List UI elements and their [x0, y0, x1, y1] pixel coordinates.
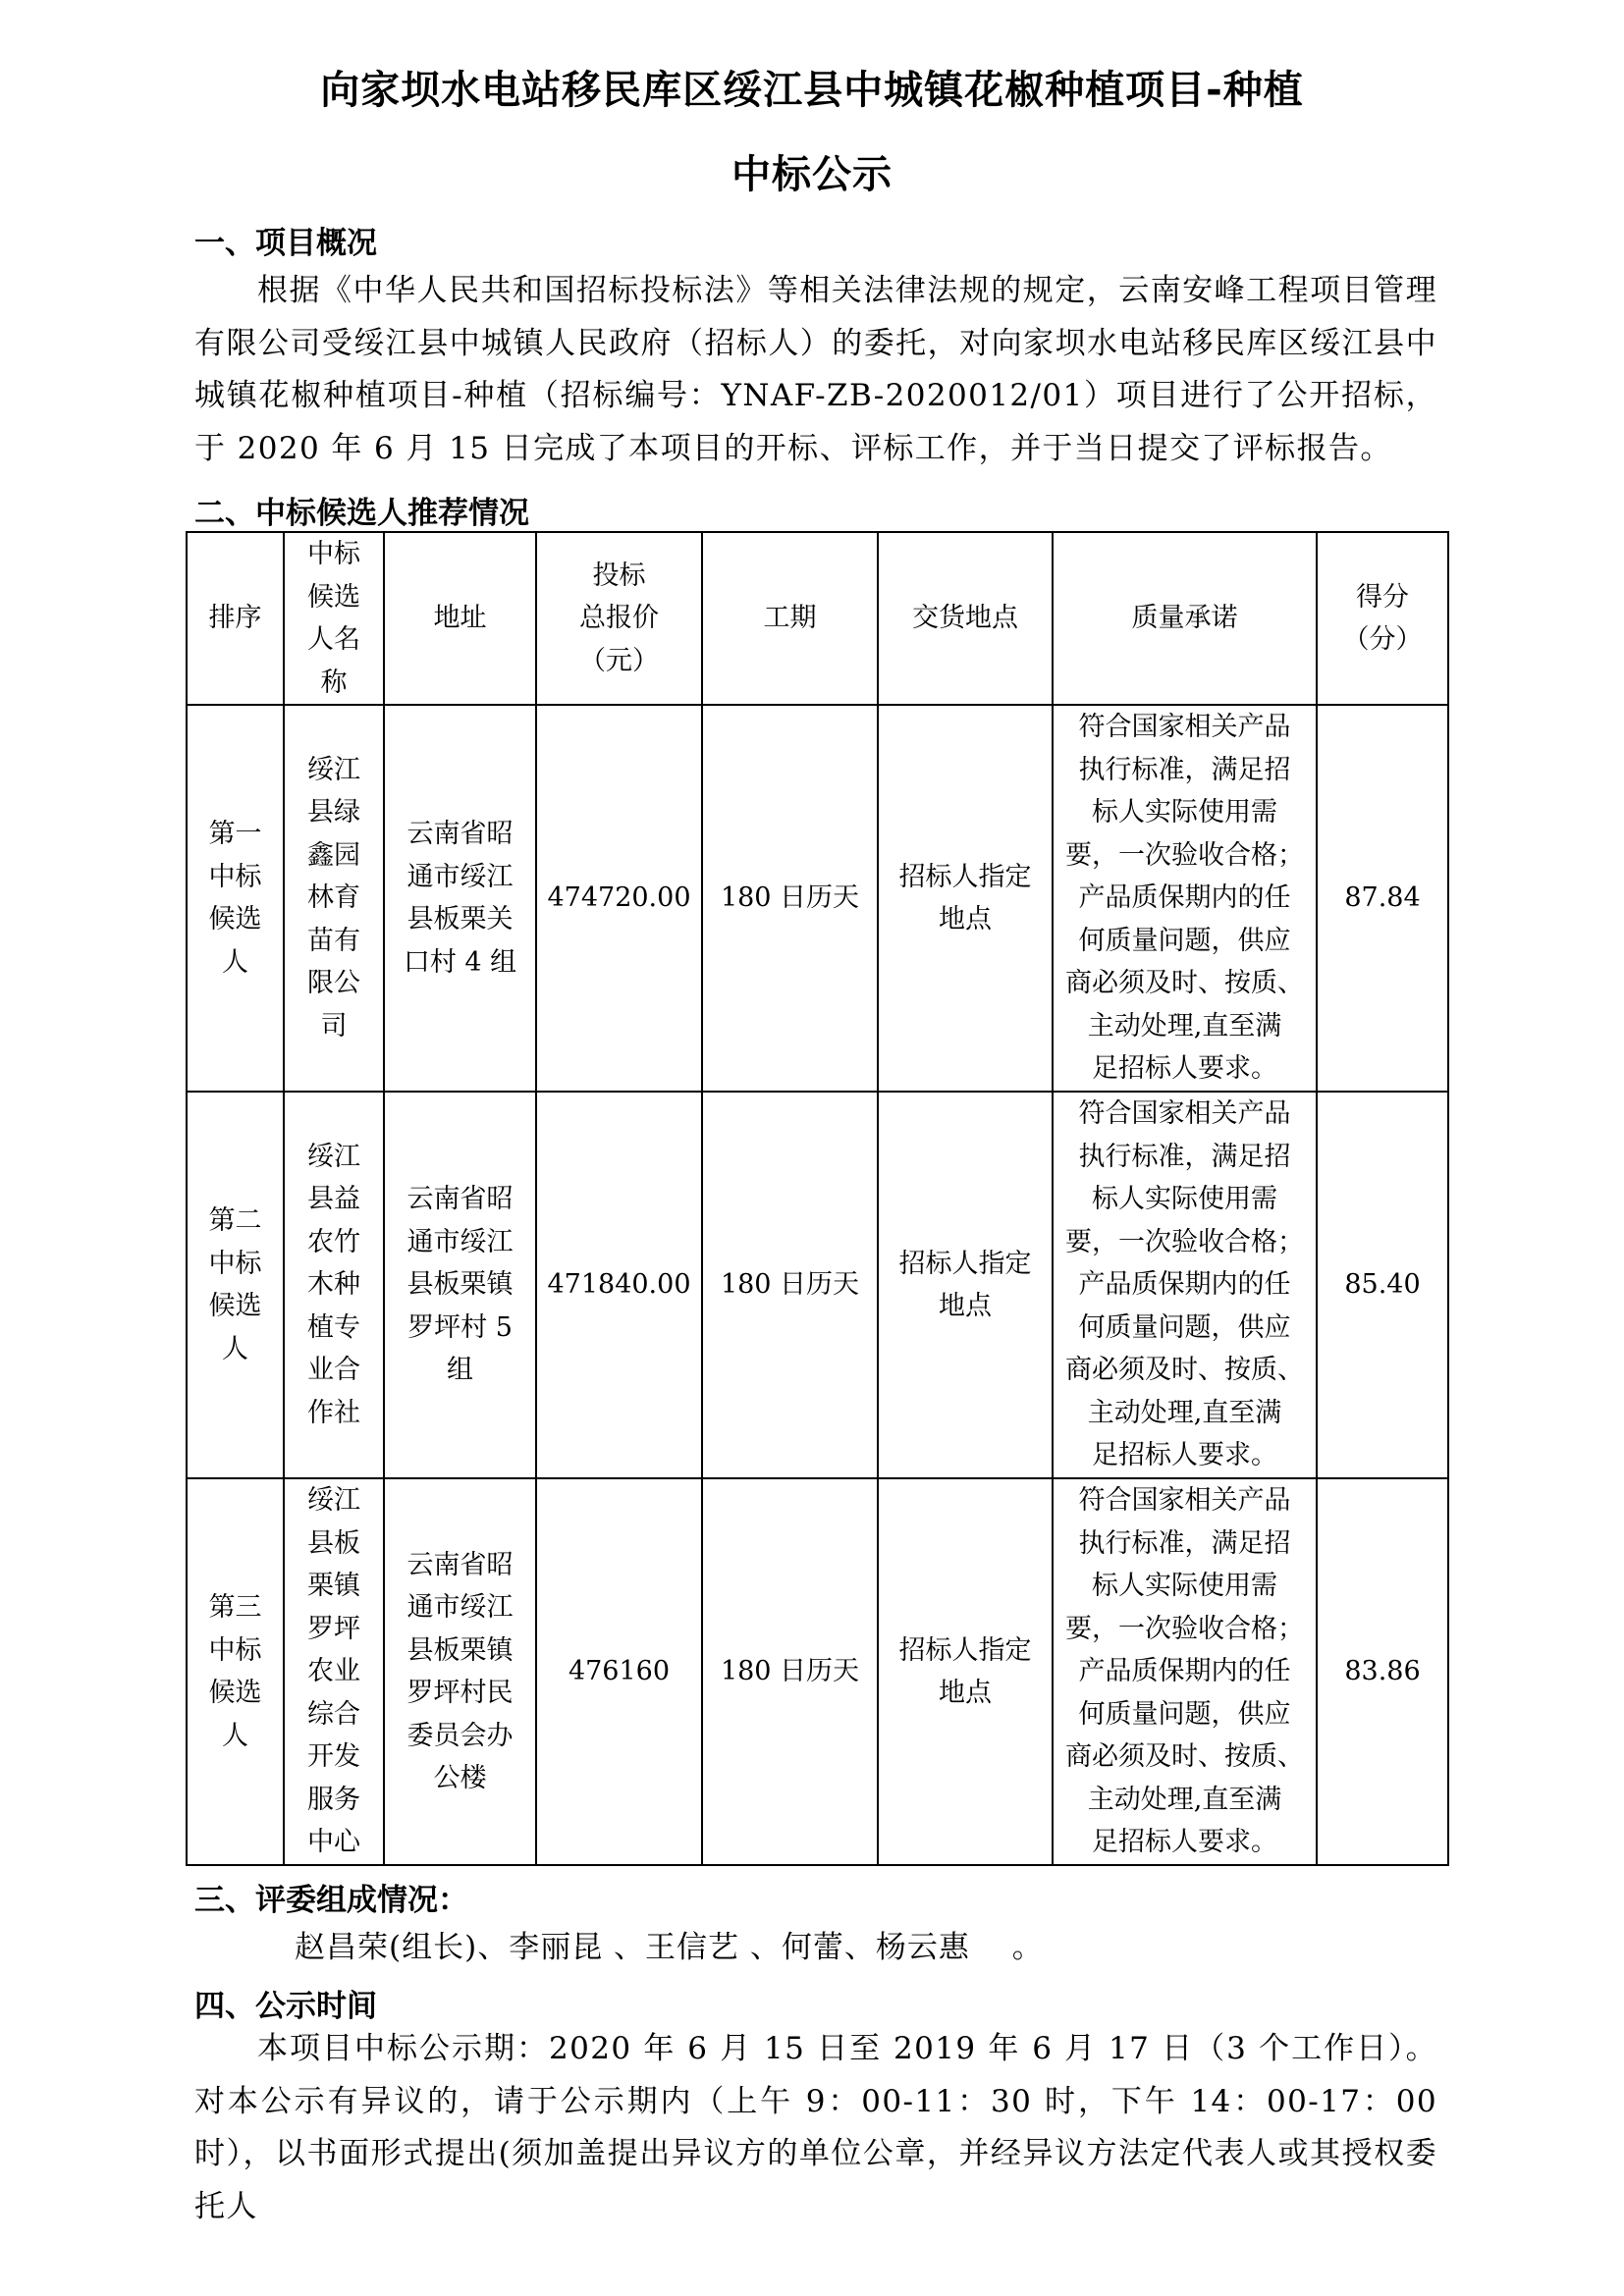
cell-price: 476160	[536, 1478, 702, 1865]
cell-rank: 第一 中标 候选 人	[187, 705, 284, 1092]
cell-rank: 第三 中标 候选 人	[187, 1478, 284, 1865]
candidates-table	[186, 531, 1449, 1866]
section3-heading: 三、评委组成情况：	[194, 1883, 468, 1918]
document-subtitle: 中标公示	[731, 152, 893, 197]
table-row	[187, 705, 1448, 1092]
header-price: 投标 总报价 （元）	[536, 532, 702, 705]
header-address: 地址	[384, 532, 536, 705]
section4-heading: 四、公示时间	[194, 1989, 377, 2024]
cell-name: 绥江 县板 栗镇 罗坪 农业 综合 开发 服务 中心	[284, 1478, 384, 1865]
header-name: 中标 候选 人名 称	[284, 532, 384, 705]
cell-quality: 符合国家相关产品 执行标准，满足招 标人实际使用需 要，一次验收合格； 产品质保期内的任 何质量问题，供应 商必须及时、按质、 主动处理,直至满 足招标人要求。	[1053, 705, 1317, 1092]
committee-members: 赵昌荣(组长)、李丽昆 、王信艺 、何蕾、杨云惠 。	[295, 1930, 1044, 1965]
header-delivery: 交货地点	[878, 532, 1053, 705]
cell-period: 180 日历天	[702, 705, 878, 1092]
cell-quality: 符合国家相关产品 执行标准，满足招 标人实际使用需 要，一次验收合格； 产品质保期内的任 何质量问题，供应 商必须及时、按质、 主动处理,直至满 足招标人要求。	[1053, 1092, 1317, 1478]
header-score: 得分 （分）	[1317, 532, 1448, 705]
cell-delivery: 招标人指定 地点	[878, 1478, 1053, 1865]
cell-address: 云南省昭 通市绥江 县板栗镇 罗坪村 5 组	[384, 1092, 536, 1478]
cell-period: 180 日历天	[702, 1092, 878, 1478]
header-rank: 排序	[187, 532, 284, 705]
section2-heading: 二、中标候选人推荐情况	[194, 496, 529, 531]
header-quality: 质量承诺	[1053, 532, 1317, 705]
cell-rank: 第二 中标 候选 人	[187, 1092, 284, 1478]
document-title: 向家坝水电站移民库区绥江县中城镇花椒种植项目-种植	[320, 68, 1304, 113]
cell-period: 180 日历天	[702, 1478, 878, 1865]
cell-score: 83.86	[1317, 1478, 1448, 1865]
cell-name: 绥江 县绿 鑫园 林育 苗有 限公 司	[284, 705, 384, 1092]
cell-score: 85.40	[1317, 1092, 1448, 1478]
section1-paragraph: 根据《中华人民共和国招标投标法》等相关法律法规的规定，云南安峰工程项目管理有限公司受绥江县中城镇人民政府（招标人）的委托，对向家坝水电站移民库区绥江县中城镇花椒种植项目-种植（招标编号：YNAF-ZB-2020012/01）项目进行了公开招标，于 2020 年 6 月 15 日完成了本项目的开标、评标工作，并于当日提交了评标报告。	[194, 273, 1437, 466]
cell-score: 87.84	[1317, 705, 1448, 1092]
cell-address: 云南省昭 通市绥江 县板栗关 口村 4 组	[384, 705, 536, 1092]
section1-heading: 一、项目概况	[194, 226, 377, 261]
cell-price: 471840.00	[536, 1092, 702, 1478]
section4-paragraph: 本项目中标公示期：2020 年 6 月 15 日至 2019 年 6 月 17 日（3 个工作日）。对本公示有异议的，请于公示期内（上午 9：00-11：30 时，下午 14：00-17：00 时），以书面形式提出(须加盖提出异议方的单位公章，并经异议方法定代表人或其授权委托人	[194, 2031, 1437, 2224]
table-row	[187, 1092, 1448, 1478]
table-row	[187, 1478, 1448, 1865]
cell-name: 绥江 县益 农竹 木种 植专 业合 作社	[284, 1092, 384, 1478]
cell-delivery: 招标人指定 地点	[878, 705, 1053, 1092]
cell-price: 474720.00	[536, 705, 702, 1092]
header-period: 工期	[702, 532, 878, 705]
table-header-row	[187, 532, 1448, 705]
cell-address: 云南省昭 通市绥江 县板栗镇 罗坪村民 委员会办 公楼	[384, 1478, 536, 1865]
cell-delivery: 招标人指定 地点	[878, 1092, 1053, 1478]
cell-quality: 符合国家相关产品 执行标准，满足招 标人实际使用需 要，一次验收合格； 产品质保期内的任 何质量问题，供应 商必须及时、按质、 主动处理,直至满 足招标人要求。	[1053, 1478, 1317, 1865]
